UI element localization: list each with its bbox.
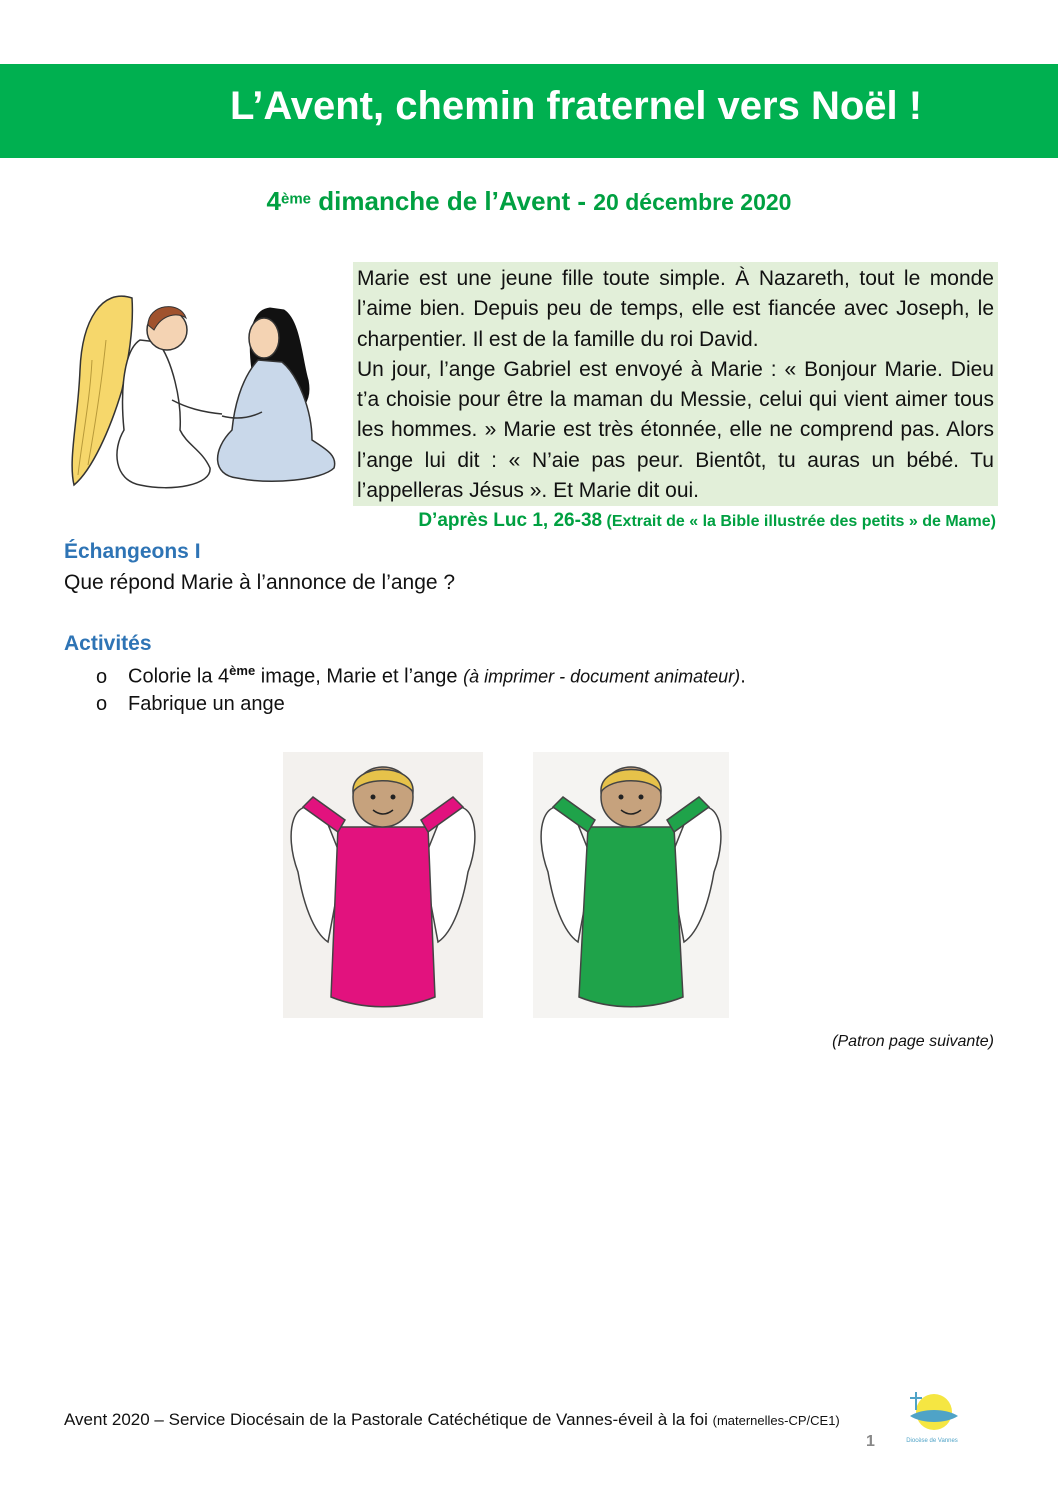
activity-item-color-note: (à imprimer - document animateur) xyxy=(463,666,741,687)
subtitle xyxy=(0,186,1058,217)
activity-item-color-text: Colorie la 4 xyxy=(128,665,230,688)
activity-item-color-superscript: ème xyxy=(229,663,256,678)
activity-item-color-text-2: image, Marie et l’ange xyxy=(255,665,464,688)
pattern-note: (Patron page suivante) xyxy=(832,1033,994,1050)
bullet-icon: o xyxy=(96,693,108,715)
activity-item-craft-text: Fabrique un ange xyxy=(128,693,285,715)
annunciation-illustration xyxy=(62,280,344,502)
subtitle-text: dimanche de l’Avent - xyxy=(311,186,594,216)
activities-heading: Activités xyxy=(64,632,152,655)
subtitle-date: 20 décembre 2020 xyxy=(593,189,792,215)
subtitle-superscript: ème xyxy=(281,190,312,208)
bible-reference-main: D’après Luc 1, 26-38 xyxy=(418,510,603,531)
activity-item-color-end: . xyxy=(740,665,746,688)
footer-text xyxy=(64,1410,840,1430)
footer-audience: (maternelles-CP/CE1) xyxy=(712,1413,840,1428)
bible-reference xyxy=(418,510,996,532)
footer-main: Avent 2020 – Service Diocésain de la Pastorale Catéchétique de Vannes-éveil à la foi xyxy=(64,1410,713,1429)
story-paragraph-2: Un jour, l’ange Gabriel est envoyé à Marie : « Bonjour Marie. Dieu t’a choisie pour être la maman du Messie, celui qui vient aimer tous les hommes. » Marie est très étonnée, elle ne comprend pas. Alors l’ange lui dit : « N’aie pas peur. Bientôt, tu auras un bébé. Tu l’appelleras Jésus ». Et Marie dit oui. xyxy=(357,357,994,503)
page-title: L’Avent, chemin fraternel vers Noël ! xyxy=(230,84,923,128)
green-angel-photo xyxy=(533,752,729,1018)
bullet-icon: o xyxy=(96,665,108,688)
pink-angel-photo xyxy=(283,752,483,1018)
story-box xyxy=(353,262,998,506)
subtitle-number: 4 xyxy=(266,186,281,216)
activity-item-color xyxy=(96,663,746,689)
story-paragraph-1: Marie est une jeune fille toute simple. À Nazareth, tout le monde l’aime bien. Depuis peu de temps, elle est fiancée avec Joseph, le charpentier. Il est de la famille du roi David. xyxy=(357,267,994,351)
page-number: 1 xyxy=(866,1433,875,1450)
diocese-logo-text: Diocèse de Vannes xyxy=(906,1438,958,1444)
exchange-heading: Échangeons I xyxy=(64,540,201,563)
title-banner xyxy=(0,64,1058,158)
diocese-logo xyxy=(902,1388,962,1446)
exchange-question: Que répond Marie à l’annonce de l’ange ? xyxy=(64,571,456,594)
activity-item-craft xyxy=(96,693,285,716)
bible-reference-detail: (Extrait de « la Bible illustrée des petits » de Mame) xyxy=(602,513,996,530)
